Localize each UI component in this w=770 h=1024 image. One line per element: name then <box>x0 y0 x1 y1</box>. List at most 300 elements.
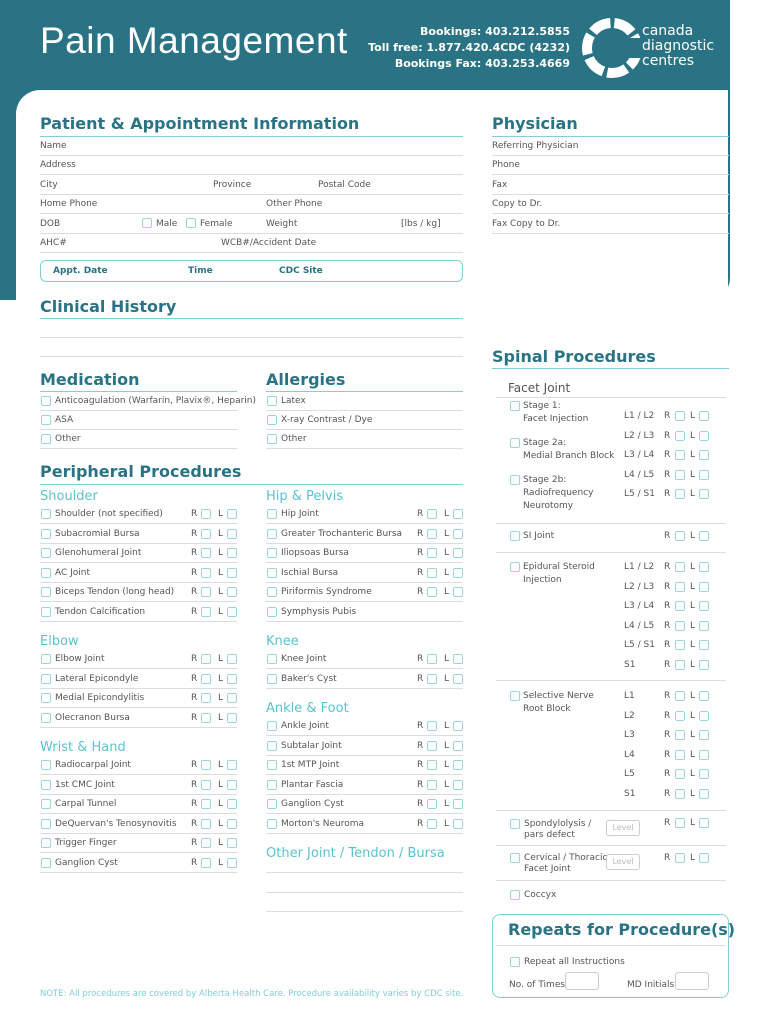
l-label: L <box>444 567 450 578</box>
divider <box>492 136 729 137</box>
spondy-checkbox[interactable] <box>510 819 520 829</box>
r-label: R <box>191 673 198 684</box>
allergy-checkbox[interactable] <box>267 415 277 425</box>
shoulder-r-checkbox[interactable] <box>201 529 211 539</box>
l-label: L <box>218 587 224 597</box>
knee-item-checkbox[interactable] <box>267 674 277 684</box>
snrb-level-label: L4 <box>624 749 635 760</box>
epidural-l-checkbox[interactable] <box>699 660 709 670</box>
snrb-r-checkbox[interactable] <box>675 730 685 740</box>
address-field[interactable] <box>40 174 463 175</box>
wrist-item-checkbox[interactable] <box>41 838 51 848</box>
l-label: L <box>218 818 224 829</box>
ankle-r-checkbox[interactable] <box>427 760 437 770</box>
wrist-r-checkbox[interactable] <box>201 760 211 770</box>
l-label: L <box>218 760 224 770</box>
wrist-item-checkbox[interactable] <box>41 819 51 829</box>
r-label: R <box>664 620 671 631</box>
province-label: Province <box>213 180 252 190</box>
l-label: L <box>690 818 696 828</box>
row-line <box>40 429 237 430</box>
ankle-l-checkbox[interactable] <box>453 760 463 770</box>
l-label: L <box>444 799 450 809</box>
spondy-r-checkbox[interactable] <box>675 818 685 828</box>
r-label: R <box>664 562 671 572</box>
shoulder-l-checkbox[interactable] <box>227 529 237 539</box>
r-label: R <box>191 799 198 809</box>
row-line <box>40 707 237 708</box>
fax-copy-field[interactable] <box>492 233 729 234</box>
row-line <box>266 562 463 563</box>
wrist-r-checkbox[interactable] <box>201 799 211 809</box>
l-label: L <box>218 548 224 558</box>
referring-field[interactable] <box>492 155 729 156</box>
wrist-item-label: 1st CMC Joint <box>55 779 115 790</box>
elbow-l-checkbox[interactable] <box>227 654 237 664</box>
shoulder-item-checkbox[interactable] <box>41 568 51 578</box>
row-line <box>266 755 463 756</box>
snrb-r-checkbox[interactable] <box>675 750 685 760</box>
facet-level-label: L3 / L4 <box>624 450 655 460</box>
epidural-r-checkbox[interactable] <box>675 640 685 650</box>
l-label: L <box>218 712 224 723</box>
logo-text <box>642 24 714 69</box>
row-line <box>40 621 237 622</box>
other-joint-line[interactable] <box>266 911 463 912</box>
shoulder-item-label: Glenohumeral Joint <box>55 548 142 558</box>
phys-fax-label: Fax <box>492 180 508 190</box>
snrb-checkbox[interactable] <box>510 691 520 701</box>
stage2b-checkbox[interactable] <box>510 475 520 485</box>
si-label: SI Joint <box>523 531 555 541</box>
facet-r-checkbox[interactable] <box>675 431 685 441</box>
home-phone-label: Home Phone <box>40 199 98 209</box>
snrb-l-checkbox[interactable] <box>699 750 709 760</box>
l-label: L <box>218 673 224 684</box>
times-input[interactable] <box>565 972 599 990</box>
stage2a-checkbox[interactable] <box>510 438 520 448</box>
ankle-item-label: Plantar Fascia <box>281 779 344 790</box>
knee-r-checkbox[interactable] <box>427 674 437 684</box>
wrist-r-checkbox[interactable] <box>201 819 211 829</box>
facet-level-label: L2 / L3 <box>624 430 655 441</box>
epidural-l-checkbox[interactable] <box>699 601 709 611</box>
snrb-level-label: L3 <box>624 730 635 740</box>
wrist-r-checkbox[interactable] <box>201 858 211 868</box>
r-label: R <box>191 818 198 829</box>
row-line <box>40 410 237 411</box>
ankle-r-checkbox[interactable] <box>427 819 437 829</box>
appt-date-label: Appt. Date <box>53 266 108 276</box>
si-l-checkbox[interactable] <box>699 531 709 541</box>
ankle-item-checkbox[interactable] <box>267 760 277 770</box>
facet-l-checkbox[interactable] <box>699 411 709 421</box>
snrb-l-checkbox[interactable] <box>699 769 709 779</box>
ankle-l-checkbox[interactable] <box>453 780 463 790</box>
shoulder-r-checkbox[interactable] <box>201 509 211 519</box>
r-label: R <box>664 749 671 760</box>
hip-r-checkbox[interactable] <box>427 509 437 519</box>
wrist-item-checkbox[interactable] <box>41 858 51 868</box>
phys-fax-field[interactable] <box>492 194 729 195</box>
wrist-l-checkbox[interactable] <box>227 780 237 790</box>
l-label: L <box>690 601 696 611</box>
snrb-level-label: L1 <box>624 691 635 701</box>
hip-item-checkbox[interactable] <box>267 509 277 519</box>
other-joint-subtitle: Other Joint / Tendon / Bursa <box>266 846 445 861</box>
shoulder-l-checkbox[interactable] <box>227 607 237 617</box>
peripheral-section-title: Peripheral Procedures <box>40 462 242 481</box>
ankle-l-checkbox[interactable] <box>453 819 463 829</box>
si-checkbox[interactable] <box>510 531 520 541</box>
r-label: R <box>191 760 198 770</box>
allergy-checkbox[interactable] <box>267 396 277 406</box>
med-checkbox[interactable] <box>41 434 51 444</box>
l-label: L <box>690 659 696 670</box>
knee-item-checkbox[interactable] <box>267 654 277 664</box>
elbow-r-checkbox[interactable] <box>201 713 211 723</box>
ankle-l-checkbox[interactable] <box>453 721 463 731</box>
hip-item-checkbox[interactable] <box>267 568 277 578</box>
ankle-item-checkbox[interactable] <box>267 819 277 829</box>
facet-l-checkbox[interactable] <box>699 489 709 499</box>
ankle-r-checkbox[interactable] <box>427 780 437 790</box>
l-label: L <box>444 509 450 519</box>
repeat-all-label: Repeat all Instructions <box>524 957 625 967</box>
l-label: L <box>218 779 224 790</box>
md-initials-input[interactable] <box>675 972 709 990</box>
hip-l-checkbox[interactable] <box>453 587 463 597</box>
hip-l-checkbox[interactable] <box>453 529 463 539</box>
shoulder-r-checkbox[interactable] <box>201 607 211 617</box>
hip-r-checkbox[interactable] <box>427 568 437 578</box>
shoulder-item-checkbox[interactable] <box>41 509 51 519</box>
divider <box>496 552 726 553</box>
facet-r-checkbox[interactable] <box>675 450 685 460</box>
shoulder-item-checkbox[interactable] <box>41 548 51 558</box>
elbow-l-checkbox[interactable] <box>227 693 237 703</box>
hip-item-label: Ischial Bursa <box>281 567 339 578</box>
shoulder-r-checkbox[interactable] <box>201 587 211 597</box>
med-checkbox[interactable] <box>41 396 51 406</box>
r-label: R <box>664 581 671 592</box>
hip-item-checkbox[interactable] <box>267 587 277 597</box>
row-line <box>40 582 237 583</box>
weight-unit: [lbs / kg] <box>401 219 441 229</box>
l-label: L <box>690 562 696 572</box>
stage1-checkbox[interactable] <box>510 401 520 411</box>
snrb-l-checkbox[interactable] <box>699 711 709 721</box>
hip-item-checkbox[interactable] <box>267 529 277 539</box>
row-line <box>266 813 463 814</box>
r-label: R <box>664 411 671 421</box>
logo-line: centres <box>642 53 695 69</box>
r-label: R <box>664 489 671 499</box>
elbow-l-checkbox[interactable] <box>227 713 237 723</box>
knee-item-label: Baker's Cyst <box>281 673 337 684</box>
ankle-subtitle: Ankle & Foot <box>266 701 349 716</box>
r-label: R <box>417 740 424 751</box>
ankle-item-checkbox[interactable] <box>267 721 277 731</box>
snrb-r-checkbox[interactable] <box>675 711 685 721</box>
facet-l-checkbox[interactable] <box>699 431 709 441</box>
row-line <box>266 774 463 775</box>
cdc-logo-icon <box>582 18 642 78</box>
row-line <box>266 523 463 524</box>
r-label: R <box>191 548 198 558</box>
clinical-line[interactable] <box>40 356 463 357</box>
hip-item-checkbox[interactable] <box>267 607 277 617</box>
l-label: L <box>218 654 224 664</box>
patient-section-title: Patient & Appointment Information <box>40 114 360 133</box>
appointment-box[interactable] <box>40 260 463 282</box>
copy-field[interactable] <box>492 213 729 214</box>
si-r-checkbox[interactable] <box>675 531 685 541</box>
epidural-level-label: L2 / L3 <box>624 581 655 592</box>
shoulder-r-checkbox[interactable] <box>201 568 211 578</box>
divider <box>496 810 726 811</box>
row-line <box>266 448 463 449</box>
snrb-r-checkbox[interactable] <box>675 769 685 779</box>
allergy-checkbox[interactable] <box>267 434 277 444</box>
wrist-r-checkbox[interactable] <box>201 838 211 848</box>
row-line <box>266 429 463 430</box>
coccyx-checkbox[interactable] <box>510 890 520 900</box>
phone-field[interactable] <box>40 213 463 214</box>
elbow-item-checkbox[interactable] <box>41 693 51 703</box>
row-line <box>40 813 237 814</box>
snrb-l-checkbox[interactable] <box>699 730 709 740</box>
epidural-l-checkbox[interactable] <box>699 621 709 631</box>
elbow-r-checkbox[interactable] <box>201 674 211 684</box>
l-label: L <box>444 760 450 770</box>
cervical-r-checkbox[interactable] <box>675 853 685 863</box>
shoulder-l-checkbox[interactable] <box>227 509 237 519</box>
snrb-label: Selective Nerve <box>523 691 594 701</box>
epidural-level-label: S1 <box>624 659 636 670</box>
epidural-level-label: L3 / L4 <box>624 601 655 611</box>
shoulder-l-checkbox[interactable] <box>227 548 237 558</box>
l-label: L <box>690 730 696 740</box>
other-joint-line[interactable] <box>266 892 463 893</box>
ankle-r-checkbox[interactable] <box>427 799 437 809</box>
wrist-item-label: Radiocarpal Joint <box>55 760 131 770</box>
epidural-level-label: L1 / L2 <box>624 562 655 572</box>
ahc-field[interactable] <box>40 252 463 253</box>
snrb-l-checkbox[interactable] <box>699 789 709 799</box>
repeat-all-checkbox[interactable] <box>510 957 520 967</box>
hip-r-checkbox[interactable] <box>427 529 437 539</box>
facet-r-checkbox[interactable] <box>675 489 685 499</box>
ankle-item-label: Ganglion Cyst <box>281 799 344 809</box>
other-joint-line[interactable] <box>266 872 463 873</box>
wrist-item-checkbox[interactable] <box>41 760 51 770</box>
city-field[interactable] <box>40 194 463 195</box>
epidural-r-checkbox[interactable] <box>675 582 685 592</box>
med-checkbox[interactable] <box>41 415 51 425</box>
epidural-l-checkbox[interactable] <box>699 640 709 650</box>
snrb-r-checkbox[interactable] <box>675 691 685 701</box>
epidural-level-label: L5 / S1 <box>624 640 655 650</box>
r-label: R <box>417 567 424 578</box>
stage1-label: Stage 1: <box>523 401 561 411</box>
r-label: R <box>417 528 424 539</box>
elbow-item-label: Medial Epicondylitis <box>55 693 145 703</box>
spondy-level-input[interactable]: Level <box>606 820 640 836</box>
elbow-item-checkbox[interactable] <box>41 674 51 684</box>
l-label: L <box>690 710 696 721</box>
wrist-l-checkbox[interactable] <box>227 838 237 848</box>
med-item: ASA <box>55 415 74 425</box>
cervical-l-checkbox[interactable] <box>699 853 709 863</box>
hip-r-checkbox[interactable] <box>427 548 437 558</box>
row-line <box>40 852 237 853</box>
facet-l-checkbox[interactable] <box>699 470 709 480</box>
elbow-l-checkbox[interactable] <box>227 674 237 684</box>
row-line <box>266 668 463 669</box>
wrist-l-checkbox[interactable] <box>227 760 237 770</box>
cervical-label: Cervical / Thoracic <box>524 853 608 863</box>
copy-label: Copy to Dr. <box>492 199 543 209</box>
female-label: Female <box>200 219 233 229</box>
cervical-level-input[interactable]: Level <box>606 854 640 870</box>
epidural-checkbox[interactable] <box>510 562 520 572</box>
clinical-line[interactable] <box>40 337 463 338</box>
wrist-item-label: Carpal Tunnel <box>55 799 117 809</box>
female-checkbox[interactable] <box>186 218 196 228</box>
times-label: No. of Times <box>509 980 566 990</box>
ankle-item-label: Morton's Neuroma <box>281 818 364 829</box>
dob-field[interactable] <box>40 233 463 234</box>
ankle-l-checkbox[interactable] <box>453 741 463 751</box>
wrist-item-checkbox[interactable] <box>41 799 51 809</box>
shoulder-l-checkbox[interactable] <box>227 568 237 578</box>
spinal-section-title: Spinal Procedures <box>492 347 656 366</box>
r-label: R <box>664 450 671 460</box>
r-label: R <box>664 818 671 828</box>
elbow-item-label: Olecranon Bursa <box>55 712 130 723</box>
l-label: L <box>218 693 224 703</box>
male-checkbox[interactable] <box>142 218 152 228</box>
shoulder-item-checkbox[interactable] <box>41 607 51 617</box>
snrb-level-label: L2 <box>624 710 635 721</box>
knee-l-checkbox[interactable] <box>453 674 463 684</box>
ankle-l-checkbox[interactable] <box>453 799 463 809</box>
allergy-item: X-ray Contrast / Dye <box>281 415 373 425</box>
shoulder-l-checkbox[interactable] <box>227 587 237 597</box>
r-label: R <box>191 838 198 848</box>
snrb-l-checkbox[interactable] <box>699 691 709 701</box>
wrist-item-checkbox[interactable] <box>41 780 51 790</box>
site-label: CDC Site <box>279 266 323 276</box>
hip-r-checkbox[interactable] <box>427 587 437 597</box>
l-label: L <box>690 489 696 499</box>
divider <box>496 397 726 398</box>
hip-item-checkbox[interactable] <box>267 548 277 558</box>
shoulder-item-checkbox[interactable] <box>41 529 51 539</box>
ankle-item-checkbox[interactable] <box>267 799 277 809</box>
hip-item-label: Greater Trochanteric Bursa <box>281 528 403 539</box>
spondy-l-checkbox[interactable] <box>699 818 709 828</box>
logo-line: canada <box>642 23 694 39</box>
shoulder-item-label: Tendon Calcification <box>55 606 146 617</box>
facet-r-checkbox[interactable] <box>675 470 685 480</box>
snrb-r-checkbox[interactable] <box>675 789 685 799</box>
l-label: L <box>690 769 696 779</box>
r-label: R <box>664 788 671 799</box>
row-line <box>40 562 237 563</box>
knee-r-checkbox[interactable] <box>427 654 437 664</box>
ankle-r-checkbox[interactable] <box>427 741 437 751</box>
referring-label: Referring Physician <box>492 141 579 151</box>
row-line <box>266 410 463 411</box>
cervical-checkbox[interactable] <box>510 853 520 863</box>
divider <box>496 680 726 681</box>
l-label: L <box>690 620 696 631</box>
shoulder-item-checkbox[interactable] <box>41 587 51 597</box>
dob-label: DOB <box>40 219 61 229</box>
elbow-r-checkbox[interactable] <box>201 693 211 703</box>
name-field[interactable] <box>40 155 463 156</box>
snrb-sub: Root Block <box>523 704 571 714</box>
l-label: L <box>218 857 224 868</box>
row-line <box>266 543 463 544</box>
elbow-item-checkbox[interactable] <box>41 713 51 723</box>
wrist-r-checkbox[interactable] <box>201 780 211 790</box>
epidural-r-checkbox[interactable] <box>675 562 685 572</box>
epidural-l-checkbox[interactable] <box>699 562 709 572</box>
elbow-r-checkbox[interactable] <box>201 654 211 664</box>
ankle-r-checkbox[interactable] <box>427 721 437 731</box>
facet-level-label: L4 / L5 <box>624 469 655 480</box>
wrist-l-checkbox[interactable] <box>227 799 237 809</box>
facet-r-checkbox[interactable] <box>675 411 685 421</box>
phys-phone-field[interactable] <box>492 174 729 175</box>
wrist-l-checkbox[interactable] <box>227 858 237 868</box>
ankle-item-checkbox[interactable] <box>267 741 277 751</box>
epidural-r-checkbox[interactable] <box>675 601 685 611</box>
l-label: L <box>444 673 450 684</box>
r-label: R <box>417 799 424 809</box>
r-label: R <box>417 721 424 731</box>
hip-l-checkbox[interactable] <box>453 548 463 558</box>
epidural-l-checkbox[interactable] <box>699 582 709 592</box>
epidural-r-checkbox[interactable] <box>675 621 685 631</box>
wrist-l-checkbox[interactable] <box>227 819 237 829</box>
knee-l-checkbox[interactable] <box>453 654 463 664</box>
hip-l-checkbox[interactable] <box>453 509 463 519</box>
ankle-item-checkbox[interactable] <box>267 780 277 790</box>
r-label: R <box>664 531 671 541</box>
r-label: R <box>664 659 671 670</box>
l-label: L <box>690 430 696 441</box>
shoulder-item-label: Subacromial Bursa <box>55 528 140 539</box>
allergy-item: Latex <box>281 396 306 406</box>
l-label: L <box>218 528 224 539</box>
r-label: R <box>664 710 671 721</box>
facet-l-checkbox[interactable] <box>699 450 709 460</box>
row-line <box>266 833 463 834</box>
row-line <box>40 794 237 795</box>
row-line <box>40 727 237 728</box>
row-line <box>40 601 237 602</box>
hip-l-checkbox[interactable] <box>453 568 463 578</box>
elbow-item-checkbox[interactable] <box>41 654 51 664</box>
divider <box>40 136 463 137</box>
shoulder-r-checkbox[interactable] <box>201 548 211 558</box>
epidural-r-checkbox[interactable] <box>675 660 685 670</box>
row-line <box>40 833 237 834</box>
